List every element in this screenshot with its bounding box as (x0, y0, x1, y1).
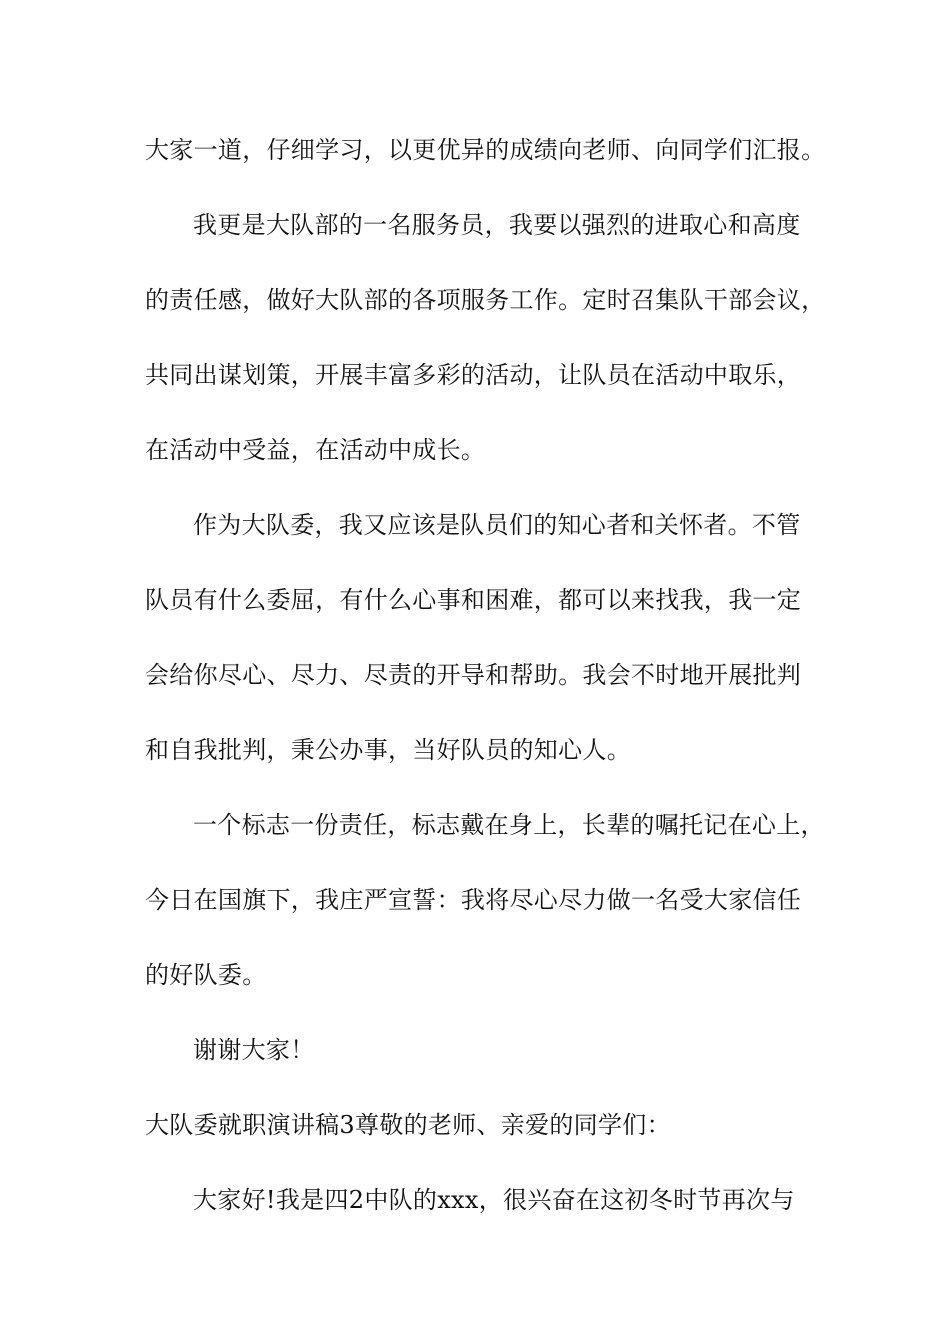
paragraph-first-line: 大家好!我是四2中队的xxx，很兴奋在这初冬时节再次与 (193, 1186, 795, 1214)
section-heading: 大队委就职演讲稿3尊敬的老师、亲爱的同学们： (145, 1111, 671, 1139)
closing-line: 谢谢大家！ (193, 1036, 315, 1064)
text-line: 在活动中受益，在活动中成长。 (145, 436, 486, 464)
paragraph-first-line: 一个标志一份责任，标志戴在身上，长辈的嘱托记在心上， (193, 811, 825, 839)
paragraph-first-line: 作为大队委，我又应该是队员们的知心者和关怀者。不管 (193, 511, 801, 539)
text-line: 队员有什么委屈，有什么心事和困难，都可以来找我，我一定 (145, 586, 802, 614)
text-line: 的好队委。 (145, 961, 267, 989)
paragraph-first-line: 我更是大队部的一名服务员，我要以强烈的进取心和高度 (193, 211, 801, 239)
text-line: 大家一道，仔细学习，以更优异的成绩向老师、向同学们汇报。 (145, 136, 826, 164)
text-line: 今日在国旗下，我庄严宣誓：我将尽心尽力做一名受大家信任 (145, 886, 802, 914)
text-line: 会给你尽心、尽力、尽责的开导和帮助。我会不时地开展批判 (145, 661, 802, 689)
text-line: 共同出谋划策，开展丰富多彩的活动，让队员在活动中取乐， (145, 361, 802, 389)
text-line: 的责任感，做好大队部的各项服务工作。定时召集队干部会议， (145, 286, 826, 314)
text-line: 和自我批判，秉公办事，当好队员的知心人。 (145, 736, 631, 764)
